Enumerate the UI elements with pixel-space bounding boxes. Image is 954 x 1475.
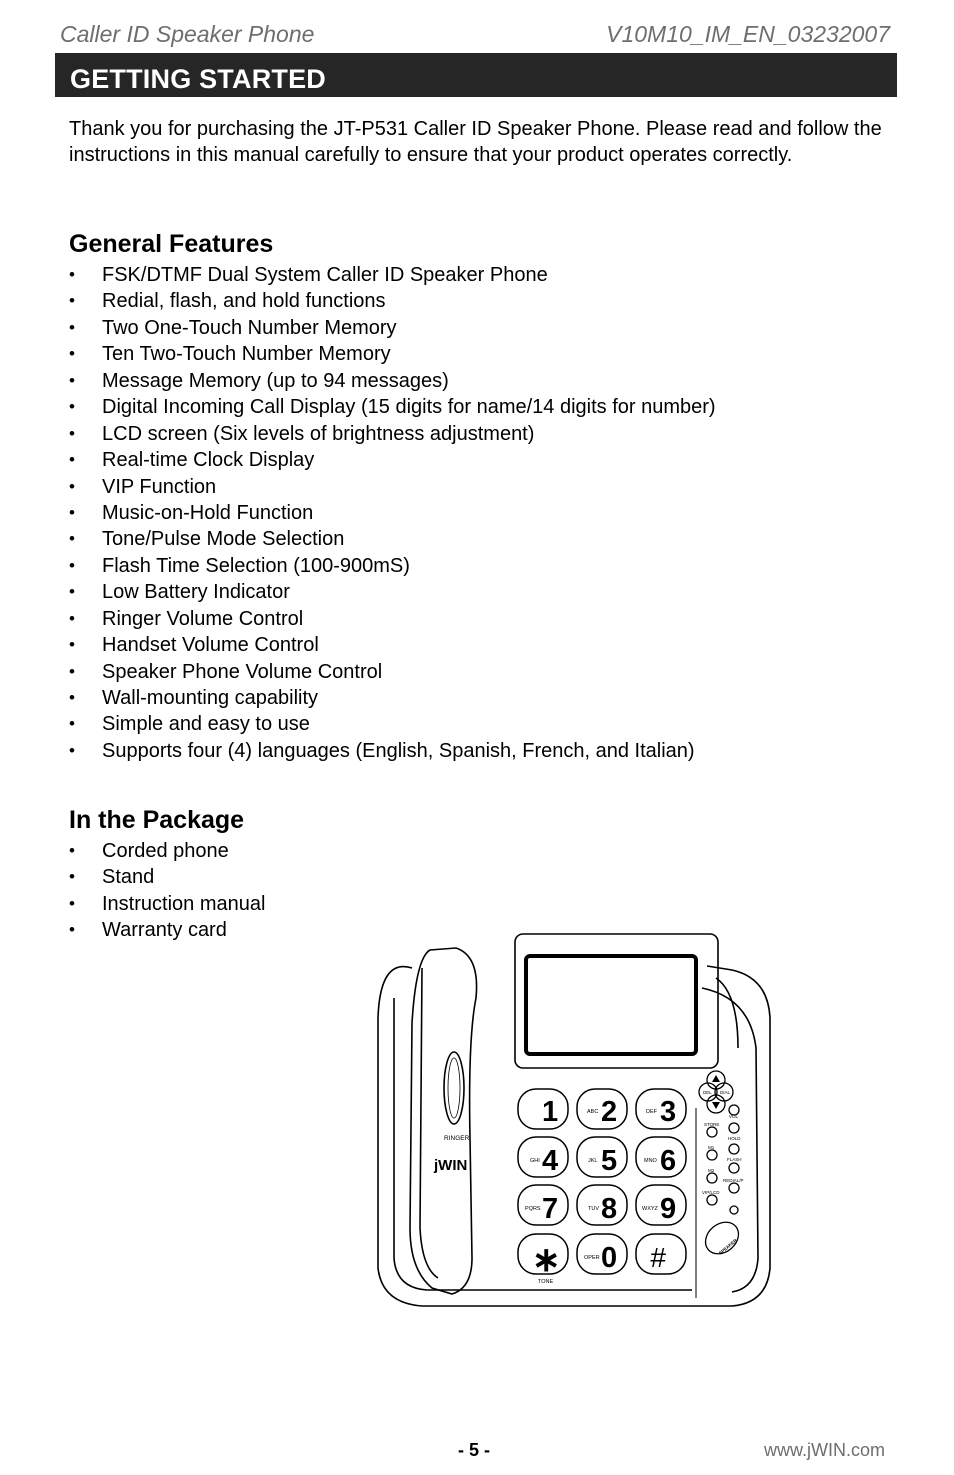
list-item: • Low Battery Indicator [69,579,716,605]
list-item: • Instruction manual [69,891,265,917]
list-item: • Stand [69,864,265,890]
redial-label: REDIAL/P [723,1178,744,1183]
list-item: • Ringer Volume Control [69,606,716,632]
section-banner [55,53,897,97]
hold-label: HOLD [728,1136,741,1141]
lcd-screen [526,956,696,1054]
list-item: • Real-time Clock Display [69,447,716,473]
list-item: • Music-on-Hold Function [69,500,716,526]
vip-label: VIP/LCD [702,1190,720,1195]
key-0-digit: 0 [601,1242,618,1274]
list-item: • Simple and easy to use [69,711,716,737]
list-item: • Flash Time Selection (100-900mS) [69,553,716,579]
key-3-digit: 3 [660,1096,677,1128]
list-item: • Handset Volume Control [69,632,716,658]
key-4-letters: GHI [530,1158,540,1164]
list-item: • Ten Two-Touch Number Memory [69,341,716,367]
key-1-digit: 1 [542,1096,559,1128]
flash-label: FLASH [727,1157,742,1162]
list-item: • FSK/DTMF Dual System Caller ID Speaker Phone [69,262,716,288]
brand-logo: jWIN [434,1157,468,1174]
general-features-list [69,262,716,764]
package-list [69,838,265,944]
key-4-digit: 4 [542,1145,559,1177]
list-item: • VIP Function [69,474,716,500]
handset [410,948,477,1294]
ringer-label: RINGER [444,1135,470,1142]
phone-illustration [372,928,776,1330]
list-item: • Redial, flash, and hold functions [69,288,716,314]
key-star-digit: ∗ [532,1241,561,1279]
key-7-digit: 7 [542,1193,559,1225]
speaker-label: SPEAKER [717,1237,738,1256]
store-label: STORE [704,1122,720,1127]
intro-paragraph: Thank you for purchasing the JT-P531 Caller ID Speaker Phone. Please read and follow the instructions in this manual carefully to ensure that your product operates correctly. [69,118,882,166]
list-item: • Tone/Pulse Mode Selection [69,526,716,552]
key-2-letters: ABC [587,1109,599,1115]
list-item: • Wall-mounting capability [69,685,716,711]
vol-label: VOL [729,1114,739,1119]
key-8-letters: TUV [588,1206,599,1212]
dial-label: DIAL [720,1090,731,1095]
tone-label: TONE [538,1279,554,1285]
list-item: • Digital Incoming Call Display (15 digits for name/14 digits for number) [69,394,716,420]
key-9-digit: 9 [660,1193,677,1225]
ringer-grille [444,1052,464,1124]
list-item: • Speaker Phone Volume Control [69,659,716,685]
list-item: • Warranty card [69,917,265,943]
package-heading: In the Package [69,806,245,834]
list-item: • Two One-Touch Number Memory [69,315,716,341]
key-2-digit: 2 [601,1096,618,1128]
key-9-letters: WXYZ [642,1206,658,1212]
website-link: www.jWIN.com [764,1440,885,1460]
document-code: V10M10_IM_EN_03232007 [606,21,890,47]
del-label: DEL [703,1090,712,1095]
list-item: • LCD screen (Six levels of brightness adjustment) [69,421,716,447]
key-8-digit: 8 [601,1193,618,1225]
key-3-letters: DEF [646,1109,657,1115]
section-title: GETTING STARTED [70,64,326,94]
m1-label: M1 [708,1145,715,1150]
list-item: • Message Memory (up to 94 messages) [69,368,716,394]
key-6-letters: MNO [644,1158,657,1164]
key-0-letters: OPER [584,1255,600,1261]
list-item: • Corded phone [69,838,265,864]
m2-label: M2 [708,1168,715,1173]
key-6-digit: 6 [660,1145,677,1177]
key-hash-digit: # [650,1242,666,1273]
page-number: - 5 - [458,1440,491,1460]
phone-base [378,966,770,1306]
key-5-digit: 5 [601,1145,618,1177]
general-features-heading: General Features [69,230,274,258]
list-item: • Supports four (4) languages (English, Spanish, French, and Italian) [69,738,716,764]
document-title: Caller ID Speaker Phone [60,21,315,47]
key-5-letters: JKL [588,1158,598,1164]
key-7-letters: PQRS [525,1206,541,1212]
